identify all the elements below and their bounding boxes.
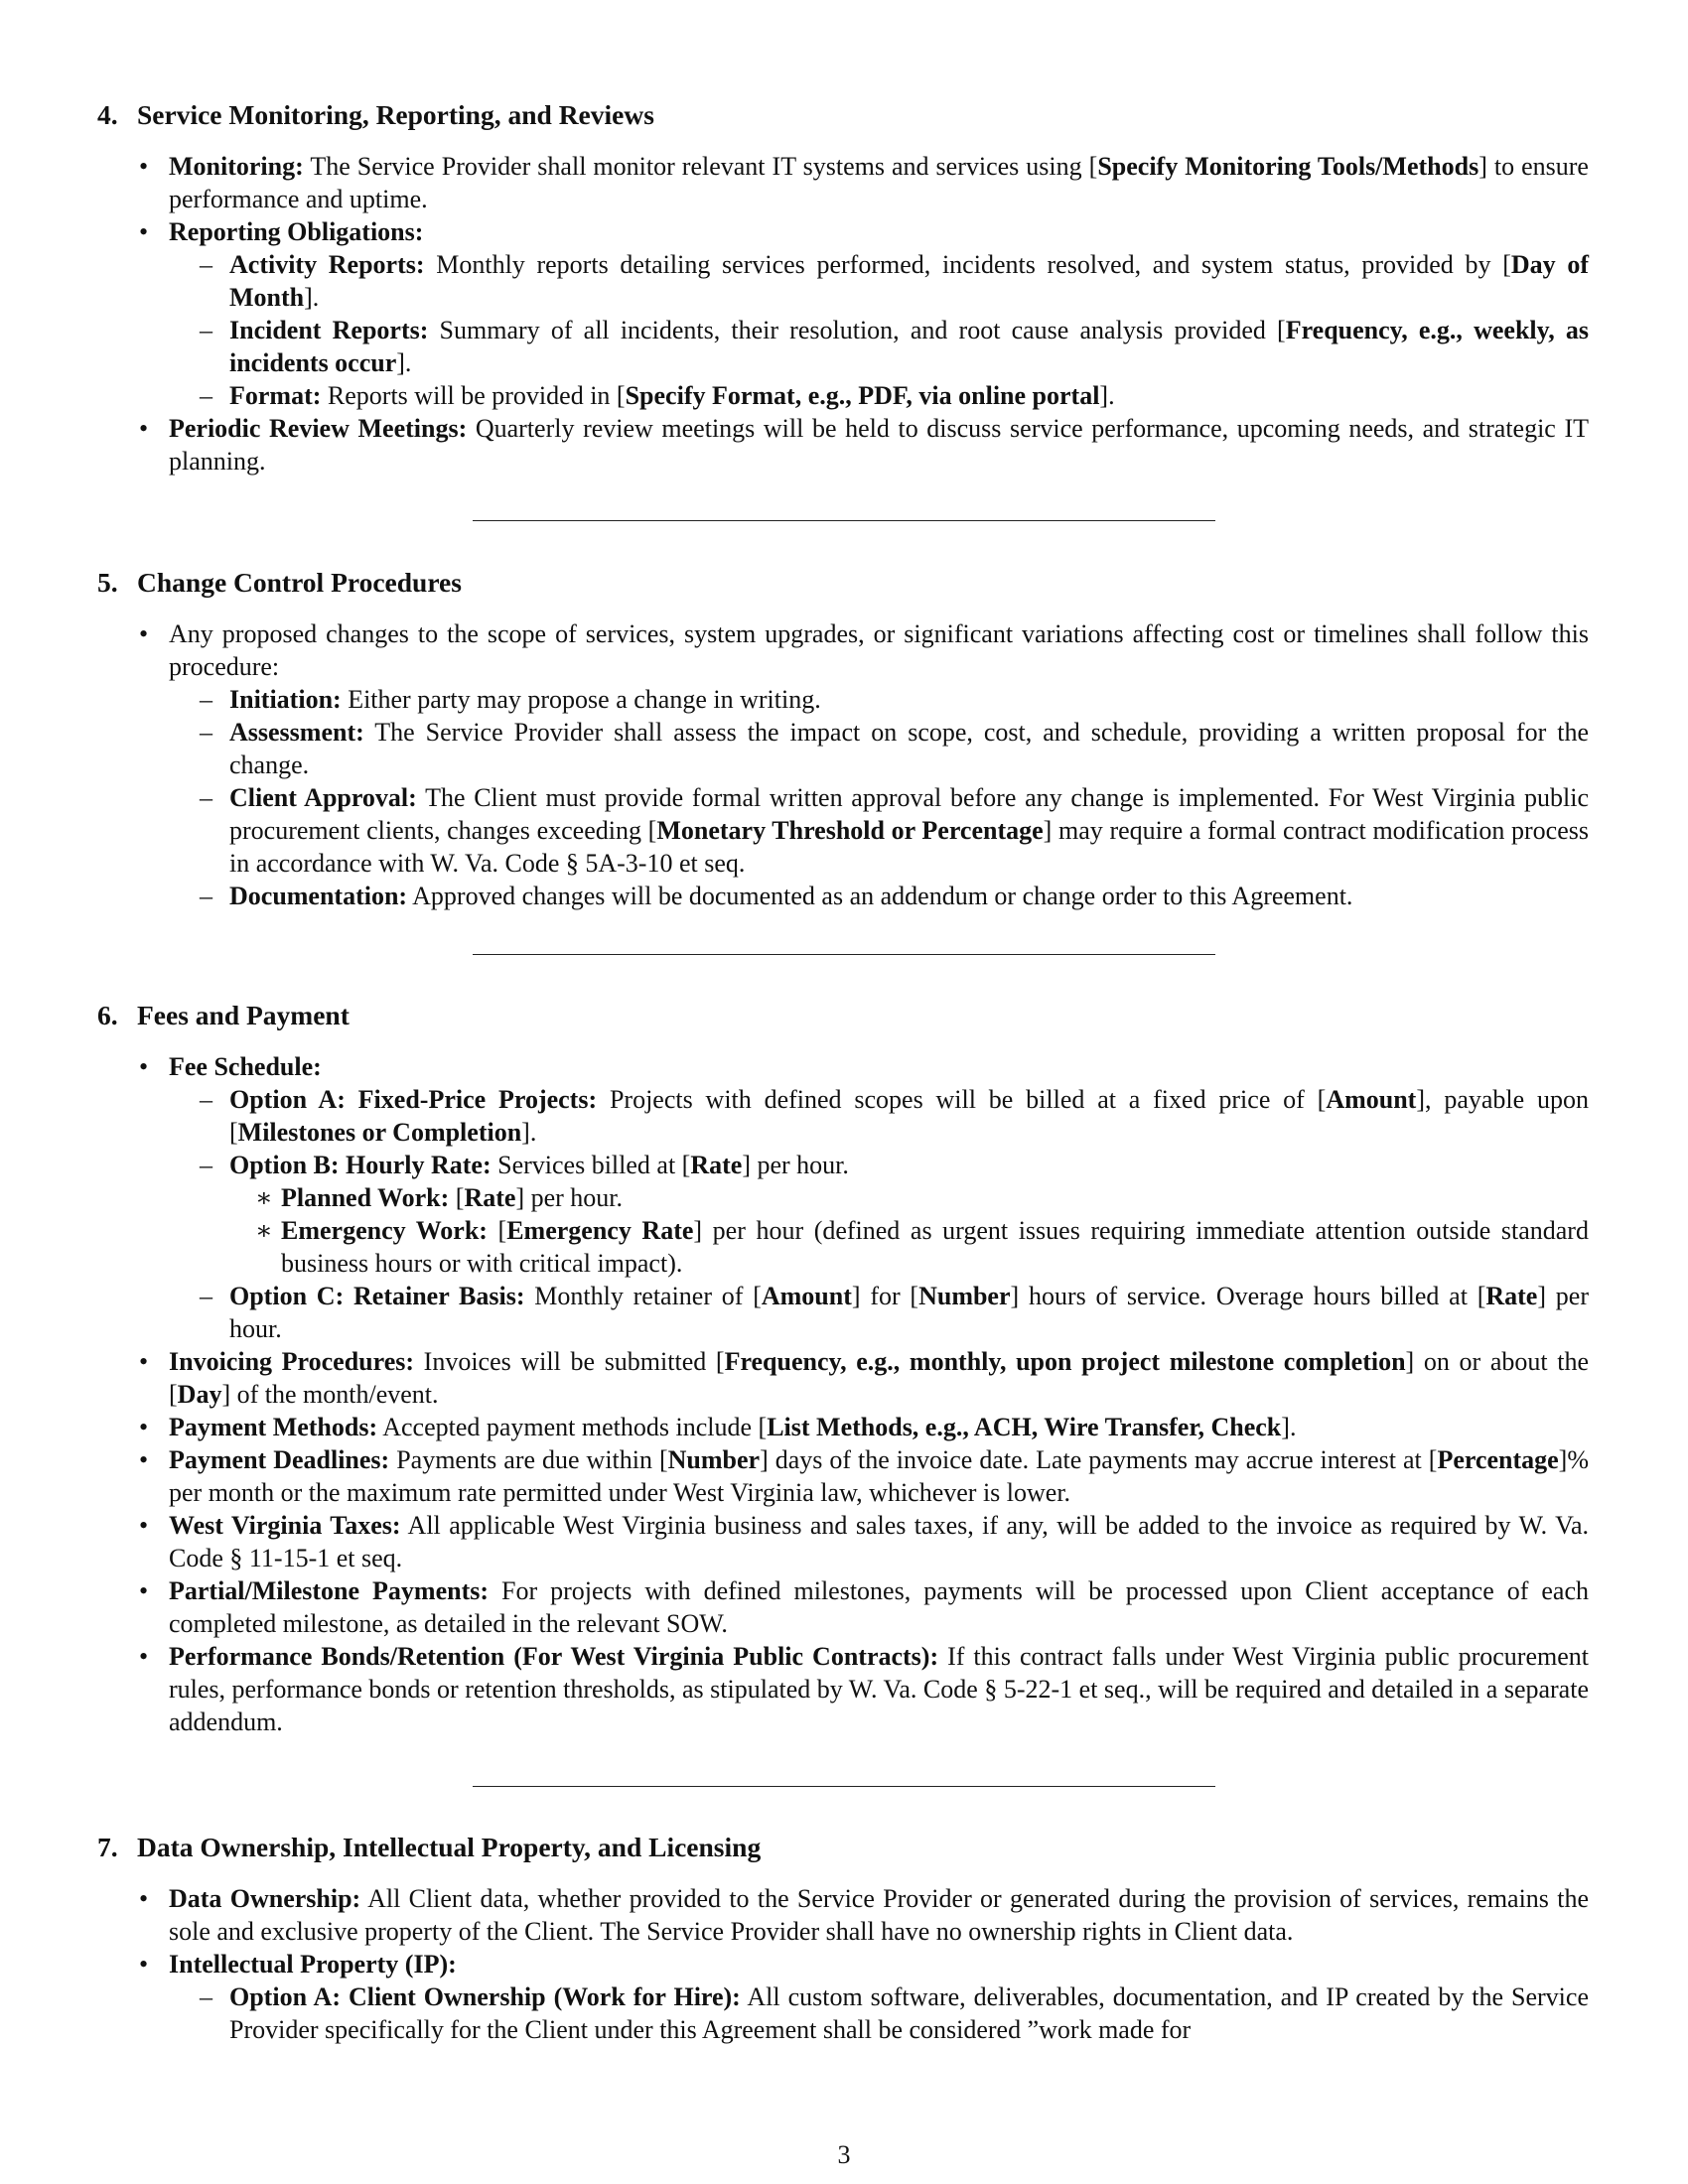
section-4-heading [97,99,654,131]
sub-item-option-b: – Option B: Hourly Rate: Services billed at [Rate] per hour. [200,1151,849,1179]
section-title: Service Monitoring, Reporting, and Reviews [137,99,654,130]
dash-marker: – [200,1282,212,1310]
dash-marker: – [200,316,212,344]
section-divider [473,954,1215,955]
dash-marker: – [200,685,212,714]
bullet-marker: • [139,619,149,648]
section-6-heading [97,1000,350,1031]
list-item-data-ownership: • Data Ownership: All Client data, whether provided to the Service Provider or generated during the provision of services, remains the sole and exclusive property of the Client. The Service Provider shall have no ownership rights in Client data. [139,1884,1589,1946]
sub-item-ip-option-a: – Option A: Client Ownership (Work for Hire): All custom software, deliverables, documentation, and IP created by the Service Provider specifically for the Client under this Agreement shall be considered ”work made for [200,1982,1589,2044]
sub-item-option-c: – Option C: Retainer Basis: Monthly retainer of [Amount] for [Number] hours of service. Overage hours billed at [Rate] per hour. [200,1282,1589,1343]
bullet-marker: • [139,152,149,181]
list-item-invoicing: • Invoicing Procedures: Invoices will be submitted [Frequency, e.g., monthly, upon project milestone completion] on or about the [Day] of the month/event. [139,1347,1589,1409]
page-number: 3 [837,2140,851,2169]
section-number: 4. [97,99,118,130]
section-4-body [0,150,1688,478]
sub-item-client-approval: – Client Approval: The Client must provide formal written approval before any change is implemented. For West Virginia public procurement clients, changes exceeding [Monetary Threshold or Percentage] may require a formal contract modification process in accordance with W. Va. Code § 5A-3-10 et seq. [200,783,1589,878]
bullet-marker: • [139,1052,149,1081]
list-item-reporting: • Reporting Obligations: [139,217,424,246]
dash-marker: – [200,1151,212,1179]
list-item-intellectual-property: • Intellectual Property (IP): [139,1950,457,1979]
section-7-heading [97,1832,761,1863]
bullet-marker: • [139,1511,149,1540]
sub-item-incident-reports: – Incident Reports: Summary of all incidents, their resolution, and root cause analysis provided [Frequency, e.g., weekly, as incidents occur]. [200,316,1589,377]
list-item-fee-schedule: • Fee Schedule: [139,1052,322,1081]
list-item-monitoring: • Monitoring: The Service Provider shall monitor relevant IT systems and services using [Specify Monitoring Tools/Methods] to ensure performance and uptime. [139,152,1589,213]
bullet-marker: • [139,1576,149,1605]
star-marker: ∗ [255,1183,273,1212]
section-number: 5. [97,567,118,598]
bullet-marker: • [139,1642,149,1671]
section-title: Fees and Payment [137,1000,350,1030]
bullet-marker: • [139,1884,149,1913]
section-title: Data Ownership, Intellectual Property, and Licensing [137,1832,762,1862]
section-number: 7. [97,1832,118,1862]
list-item-payment-methods: • Payment Methods: Accepted payment methods include [List Methods, e.g., ACH, Wire Transfer, Check]. [139,1413,1297,1441]
section-divider [473,520,1215,521]
list-item-wv-taxes: • West Virginia Taxes: All applicable West Virginia business and sales taxes, if any, will be added to the invoice as required by W. Va. Code § 11-15-1 et seq. [139,1511,1590,1572]
bullet-marker: • [139,1950,149,1979]
sub-item-initiation: – Initiation: Either party may propose a change in writing. [200,685,821,714]
dash-marker: – [200,718,212,747]
sub-item-documentation: – Documentation: Approved changes will be documented as an addendum or change order to this Agreement. [200,882,1353,910]
bullet-marker: • [139,1413,149,1441]
bullet-marker: • [139,414,149,443]
section-7-body [0,1882,1688,2046]
bullet-marker: • [139,217,149,246]
list-item-payment-deadlines: • Payment Deadlines: Payments are due within [Number] days of the invoice date. Late payments may accrue interest at [Percentage]% per month or the maximum rate permitted under West Virginia law, whichever is lower. [139,1445,1589,1507]
star-marker: ∗ [255,1216,273,1245]
list-item-change-intro: • Any proposed changes to the scope of services, system upgrades, or significant variations affecting cost or timelines shall follow this procedure: [139,619,1589,681]
dash-marker: – [200,250,212,279]
sub-item-activity-reports: – Activity Reports: Monthly reports detailing services performed, incidents resolved, and system status, provided by [Day of Month]. [200,250,1589,312]
section-number: 6. [97,1000,118,1030]
list-item-partial-payments: • Partial/Milestone Payments: For projects with defined milestones, payments will be processed upon Client acceptance of each completed milestone, as detailed in the relevant SOW. [139,1576,1589,1638]
sub-item-assessment: – Assessment: The Service Provider shall assess the impact on scope, cost, and schedule, providing a written proposal for the change. [200,718,1589,779]
section-title: Change Control Procedures [137,567,462,598]
dash-marker: – [200,381,212,410]
section-5-body [0,617,1688,912]
dash-marker: – [200,783,212,812]
sub-item-option-a: – Option A: Fixed-Price Projects: Projects with defined scopes will be billed at a fixed price of [Amount], payable upon [Milestones or Completion]. [200,1085,1589,1147]
bullet-marker: • [139,1347,149,1376]
section-divider [473,1786,1215,1787]
sub-sub-item-planned-work: ∗ Planned Work: [Rate] per hour. [255,1183,624,1212]
section-6-body [0,1050,1688,1738]
sub-item-format: – Format: Reports will be provided in [Specify Format, e.g., PDF, via online portal]. [200,381,1115,410]
list-item-performance-bonds: • Performance Bonds/Retention (For West Virginia Public Contracts): If this contract falls under West Virginia public procurement rules, performance bonds or retention thresholds, as stipulated by W. Va. Code § 5-22-1 et seq., will be required and detailed in a separate addendum. [139,1642,1589,1736]
dash-marker: – [200,882,212,910]
section-5-heading [97,567,462,599]
list-item-reviews: • Periodic Review Meetings: Quarterly review meetings will be held to discuss service performance, upcoming needs, and strategic IT planning. [139,414,1589,476]
sub-sub-item-emergency-work: ∗ Emergency Work: [Emergency Rate] per hour (defined as urgent issues requiring immediate attention outside standard business hours or with critical impact). [255,1216,1589,1278]
dash-marker: – [200,1982,212,2011]
dash-marker: – [200,1085,212,1114]
bullet-marker: • [139,1445,149,1474]
